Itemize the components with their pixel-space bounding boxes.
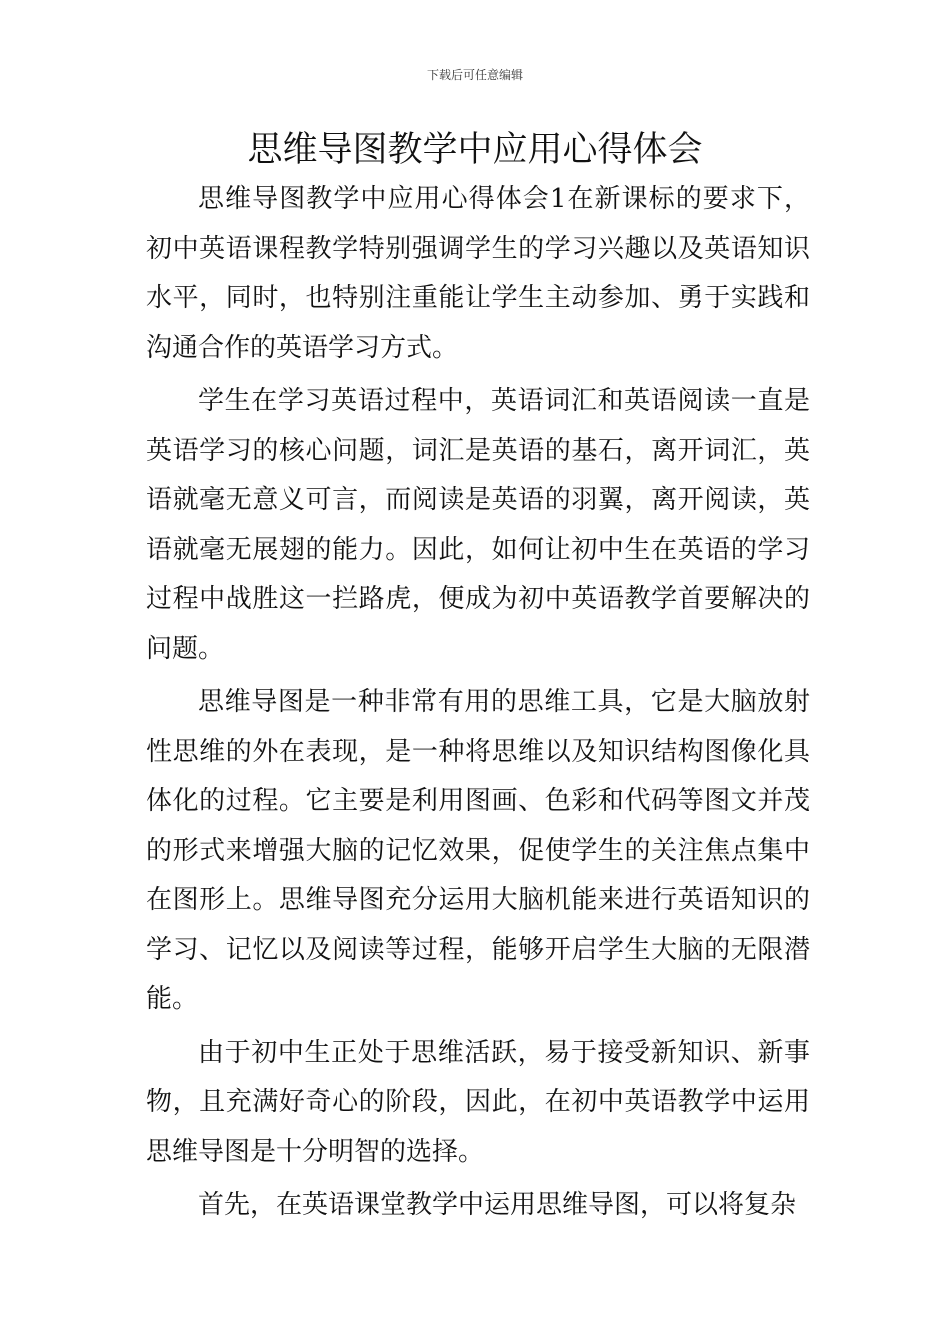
paragraph-4: 由于初中生正处于思维活跃，易于接受新知识、新事物，且充满好奇心的阶段，因此，在初中英语教学中运用思维导图是十分明智的选择。 — [146, 1037, 810, 1167]
paragraph-5: 首先，在英语课堂教学中运用思维导图，可以将复杂 — [198, 1190, 797, 1220]
document-title: 思维导图教学中应用心得体会 — [247, 130, 703, 170]
paragraph-3: 思维导图是一种非常有用的思维工具，它是大脑放射性思维的外在表现，是一种将思维以及知识结构图像化具体化的过程。它主要是利用图画、色彩和代码等图文并茂的形式来增强大脑的记忆效果，促使学生的关注焦点集中在图形上。思维导图充分运用大脑机能来进行英语知识的学习、记忆以及阅读等过程，能够开启学生大脑的无限潜能。 — [146, 687, 810, 1014]
paragraph-2: 学生在学习英语过程中，英语词汇和英语阅读一直是英语学习的核心问题，词汇是英语的基石，离开词汇，英语就毫无意义可言，而阅读是英语的羽翼，离开阅读，英语就毫无展翅的能力。因此，如何让初中生在英语的学习过程中战胜这一拦路虎，便成为初中英语教学首要解决的问题。 — [146, 386, 810, 664]
document-body — [146, 175, 810, 1235]
paragraph-1: 思维导图教学中应用心得体会1在新课标的要求下，初中英语课程教学特别强调学生的学习兴趣以及英语知识水平，同时，也特别注重能让学生主动参加、勇于实践和沟通合作的英语学习方式。 — [146, 184, 810, 363]
header-note: 下载后可任意编辑 — [426, 68, 523, 82]
